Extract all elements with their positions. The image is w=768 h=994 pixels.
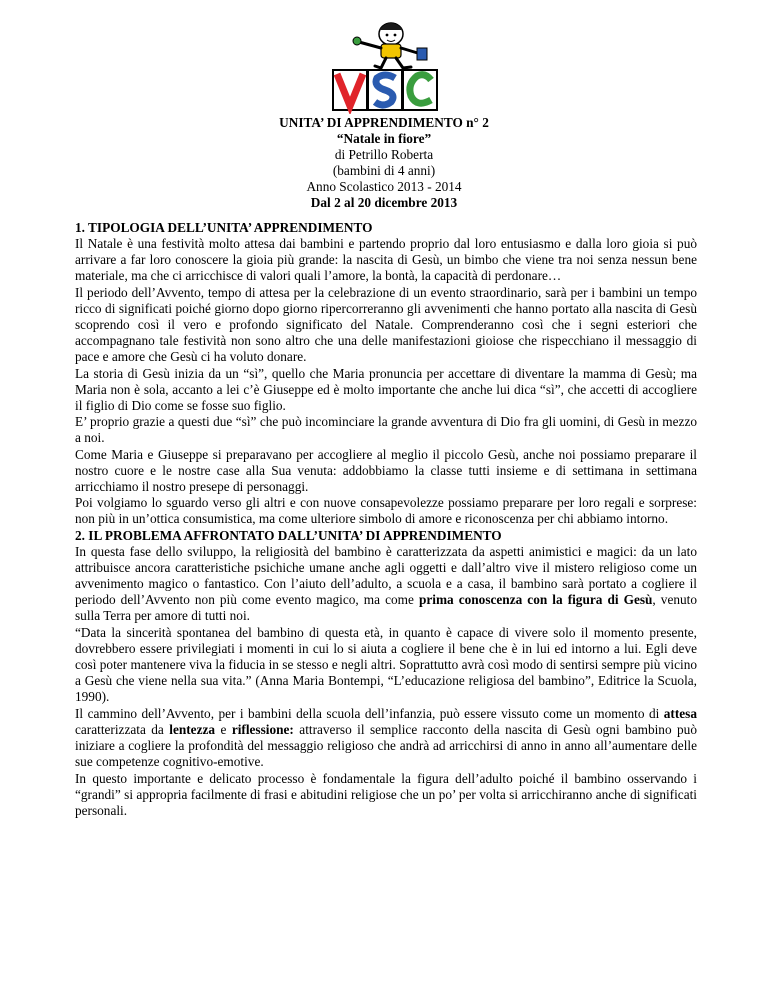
section-1-paragraph: E’ proprio grazie a questi due “sì” che può incominciare la grande avventura di Dio fra gli uomini, di Gesù in mezzo a noi. [75, 414, 697, 446]
school-logo [331, 14, 439, 114]
vsc-blocks-icon [333, 70, 437, 110]
text-run: caratterizzata da [75, 721, 170, 737]
bold-text: lentezza [169, 721, 216, 737]
section-2-heading: 2. IL PROBLEMA AFFRONTATO DALL’UNITA’ DI APPRENDIMENTO [75, 527, 502, 543]
section-1-heading: 1. TIPOLOGIA DELL’UNITA’ APPRENDIMENTO [75, 220, 373, 235]
text-run: attraverso il semplice racconto della nascita di Gesù ogni bambino può iniziare a cogliere la profondità del messaggio religioso che andrà ad arricchirsi di anno in anno all’aumentare delle sue competenze cognitivo-emotive. [75, 721, 697, 770]
text-run: , venuto sulla Terra per amore di tutti noi. [75, 592, 697, 624]
text-run: Il cammino dell’Avvento, per i bambini della scuola dell’infanzia, può essere vissuto come un momento di [75, 705, 664, 721]
date-range: Dal 2 al 20 dicembre 2013 [310, 195, 458, 210]
section-2-paragraph: “Data la sincerità spontanea del bambino di questa età, in quanto è capace di vivere solo il momento presente, dovrebbero essere privilegiati i momenti in cui lo si aiuta a cogliere il bene che è in lui ed intorno a lui. Egli deve così poter mantenere viva la fiducia in se stesso e negli altri. Soprattutto avrà così modo di sentirsi sempre più vicino a Gesù che viene nella sua vita.” (Anna Maria Bontempi, “L’educazione religiosa del bambino”, Editrice la Scuola, 1990). [75, 624, 697, 705]
bold-text: prima conoscenza con la figura di Gesù [418, 592, 653, 608]
text-run: e [215, 721, 232, 737]
section-1-paragraph: Il periodo dell’Avvento, tempo di attesa per la celebrazione di un evento straordinario, sarà per i bambini un tempo ricco di significati poiché giorno dopo giorno ripercorreranno gli avvenimenti che hanno portato alla nascita di Gesù scoprendo così il vero e profondo significato del Natale. Comprenderanno così che i segni esteriori che accompagnano tale festività non sono altro che una delle manifestazioni gioiose che rispecchiano il messaggio di pace e amore che Gesù ci ha voluto donare. [75, 284, 697, 365]
section-1-paragraph: Il Natale è una festività molto attesa dai bambini e partendo proprio dal loro entusiasmo e dalla loro gioia si può arrivare a far loro conoscere la gioia più grande: la nascita di Gesù, un bimbo che viene tra noi senza nessun bene materiale, ma che ci arricchisce di valori quali l’amore, la bontà, la capacità di perdonare… [75, 236, 697, 284]
section-2-paragraph [75, 544, 697, 625]
unit-subtitle: “Natale in fiore” [336, 131, 432, 146]
author: di Petrillo Roberta [334, 147, 434, 162]
bold-text: riflessione: [231, 721, 294, 737]
section-1-paragraph: Poi volgiamo lo sguardo verso gli altri e con nuove consapevolezze possiamo preparare per loro regali e sorprese: non più in un’ottica consumistica, ma come ulteriore simbolo di amore e riconoscenza per chi abbiamo intorno. [75, 495, 697, 527]
section-1-paragraph: La storia di Gesù inizia da un “sì”, quello che Maria pronuncia per accettare di diventare la mamma di Gesù; ma Maria non è sola, accanto a lei c’è Giuseppe ed è molto importante che anche lui dica “sì”, che accetti di accogliere il figlio di Dio come se fosse suo figlio. [75, 365, 697, 414]
child-figure-icon [353, 23, 427, 68]
section-2-paragraph: In questo importante e delicato processo è fondamentale la figura dell’adulto poiché il bambino osservando i “grandi” si appropria facilmente di frasi e abitudini religiose che un po’ per volta si arricchiranno anche di significati personali. [75, 770, 697, 818]
bold-text: attesa [663, 705, 697, 721]
document-header [0, 115, 768, 211]
age-group: (bambini di 4 anni) [332, 163, 436, 178]
section-2-paragraph [75, 706, 697, 771]
text-run: In questa fase dello sviluppo, la religiosità del bambino è caratterizzata da aspetti animistici e magici: da un lato attribuisce ancora caratteristiche psichiche umane anche agli oggetti e dall’altro vive il mistero religioso come un avvenimento magico o fantastico. Con l’aiuto dell’adulto, a scuola e a casa, il bambino sarà portato a cogliere il periodo dell’Avvento non più come evento magico, ma come [75, 543, 697, 608]
unit-title: UNITA’ DI APPRENDIMENTO n° 2 [279, 115, 489, 130]
school-year: Anno Scolastico 2013 - 2014 [306, 179, 462, 194]
document-body [75, 220, 697, 819]
section-1-paragraph: Come Maria e Giuseppe si preparavano per accogliere al meglio il piccolo Gesù, anche noi possiamo preparare il nostro cuore e le nostre case alla Sua venuta: addobbiamo la classe tutti insieme e di settimana in settimana arricchiamo il nostro presepe di personaggi. [75, 446, 697, 495]
